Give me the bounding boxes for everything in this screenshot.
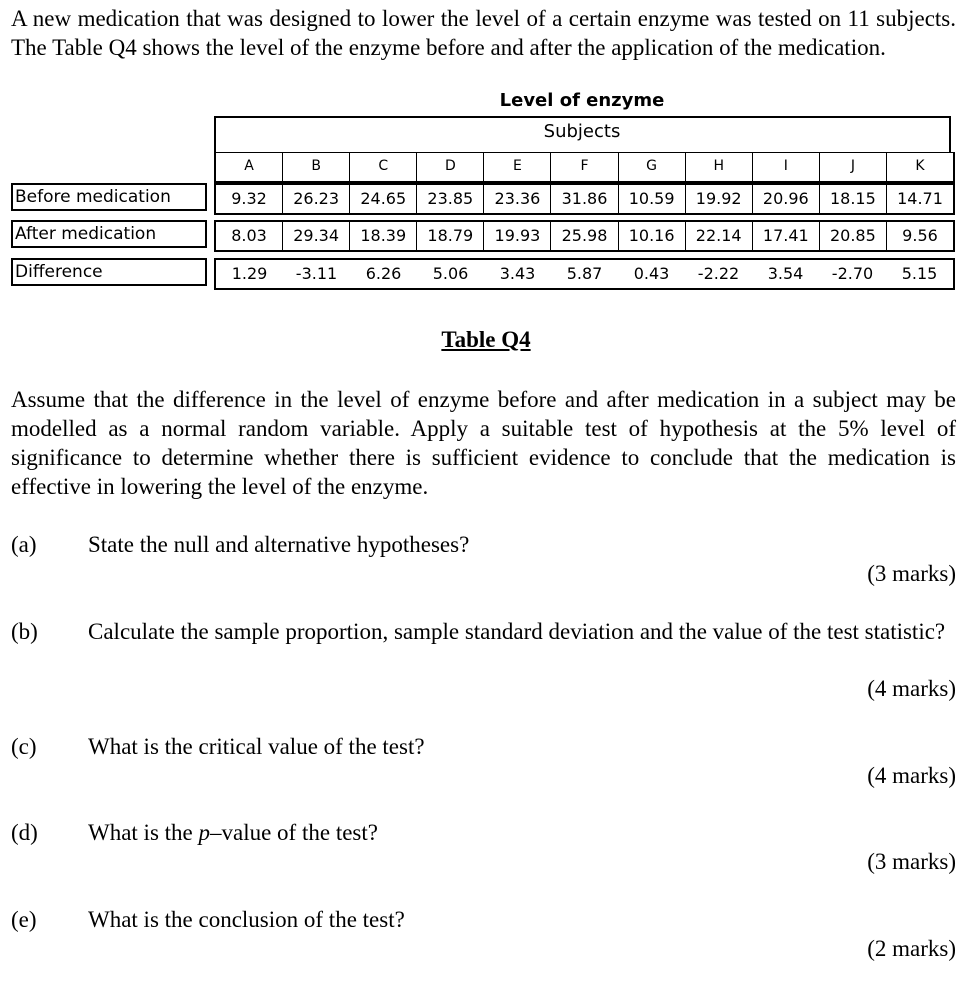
table-cell: 24.65: [350, 185, 417, 213]
table-cell: 5.15: [901, 264, 938, 283]
question-text: What is the critical value of the test?: [88, 734, 425, 759]
table-cell: 19.92: [686, 185, 753, 213]
column-header: A: [216, 153, 283, 181]
row-label-after: After medication: [11, 220, 207, 248]
table-cell: 20.96: [753, 185, 820, 213]
column-header: G: [619, 153, 686, 181]
question-label: (b): [11, 619, 38, 644]
table-cell: 31.86: [551, 185, 618, 213]
column-header: D: [417, 153, 484, 181]
table-cell: 14.71: [897, 189, 943, 208]
table-cell: 19.93: [484, 222, 551, 250]
table-cell: 9.32: [216, 185, 283, 213]
question-marks: (2 marks): [867, 936, 956, 961]
table-row-after: [214, 220, 955, 252]
table-cell: 18.79: [417, 222, 484, 250]
question-marks: (4 marks): [867, 763, 956, 788]
question-label: (a): [11, 532, 37, 557]
question-text-pre: What is the: [88, 820, 199, 845]
table-cell: 5.87: [566, 264, 603, 283]
table-cell: 1.29: [231, 264, 268, 283]
table-cell: 23.36: [484, 185, 551, 213]
question-marks: (3 marks): [867, 849, 956, 874]
column-header: H: [686, 153, 753, 181]
table-cell: 25.98: [551, 222, 618, 250]
table-cell: 18.15: [820, 185, 887, 213]
table-cell: 17.41: [753, 222, 820, 250]
table-cell: 26.23: [283, 185, 350, 213]
subjects-header: Subjects: [543, 121, 621, 142]
table-cell: 10.59: [619, 185, 686, 213]
table-title: Level of enzyme: [499, 90, 665, 111]
column-header: B: [283, 153, 350, 181]
table-cell: 18.39: [350, 222, 417, 250]
column-header: C: [350, 153, 417, 181]
table-cell: 10.16: [619, 222, 686, 250]
table-cell: 23.85: [417, 185, 484, 213]
column-header: F: [551, 153, 618, 181]
column-header: K: [915, 158, 925, 174]
question-label: (e): [11, 907, 37, 932]
question-marks: (4 marks): [867, 676, 956, 701]
table-cell: 8.03: [216, 222, 283, 250]
table-cell: 5.06: [432, 264, 469, 283]
question-text-post: –value of the test?: [210, 820, 378, 845]
table-cell: 6.26: [365, 264, 402, 283]
row-label-before: Before medication: [11, 183, 207, 211]
table-row-difference: [214, 258, 955, 290]
question-marks: (3 marks): [867, 561, 956, 586]
table-cell: 3.43: [499, 264, 536, 283]
intro-paragraph: A new medication that was designed to lower the level of a certain enzyme was tested on 11 subjects. The Table Q4 shows the level of the enzyme before and after the application of the medication.: [11, 6, 956, 60]
column-header: I: [753, 153, 820, 181]
question-text: State the null and alternative hypotheses?: [88, 532, 470, 557]
table-cell: -2.70: [831, 264, 874, 283]
table-cell: 9.56: [902, 226, 938, 245]
question-text: [88, 818, 956, 847]
table-cell: -3.11: [295, 264, 338, 283]
table-cell: -2.22: [697, 264, 740, 283]
assumption-paragraph: Assume that the difference in the level of enzyme before and after medication in a subject may be modelled as a normal random variable. Apply a suitable test of hypothesis at the 5% level of significance to determine whether there is sufficient evidence to conclude that the medication is effective in lowering the level of the enzyme.: [11, 387, 956, 499]
question-text: Calculate the sample proportion, sample standard deviation and the value of the test statistic?: [88, 619, 946, 644]
table-cell: 3.54: [767, 264, 804, 283]
table-cell: 29.34: [283, 222, 350, 250]
table-caption: Table Q4: [441, 327, 531, 352]
question-label: (d): [11, 820, 38, 845]
row-label-difference: Difference: [11, 258, 207, 286]
table-cell: 0.43: [633, 264, 670, 283]
table-row-before: [214, 183, 955, 215]
question-label: (c): [11, 734, 37, 759]
column-header: J: [820, 153, 887, 181]
column-header-row: [214, 152, 955, 183]
table-cell: 20.85: [820, 222, 887, 250]
table-cell: 22.14: [686, 222, 753, 250]
question-text: What is the conclusion of the test?: [88, 907, 405, 932]
p-symbol: p: [198, 820, 210, 845]
column-header: E: [484, 153, 551, 181]
